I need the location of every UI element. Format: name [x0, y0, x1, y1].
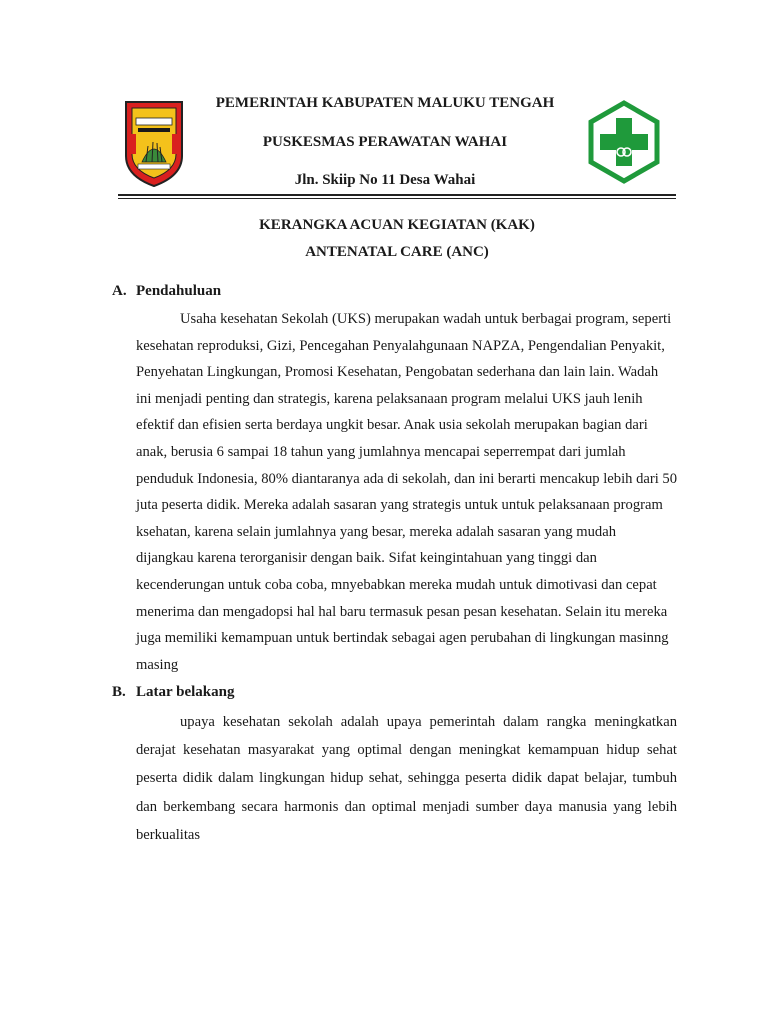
header-government-name: PEMERINTAH KABUPATEN MALUKU TENGAH	[215, 95, 555, 111]
paragraph-text: upaya kesehatan sekolah adalah upaya pemerintah dalam rangka meningkatkan derajat kesehatan masyarakat yang optimal dengan meningkat kemampuan hidup sehat peserta didik dalam lingkungan hidup sehat, sehingga peserta didik dapat belajar, tumbuh dan berkembang secara harmonis dan optimal menjadi sumber daya manusia yang lebih berkualitas	[136, 714, 677, 843]
section-body-pendahuluan	[136, 306, 677, 678]
header-puskesmas-name: PUSKESMAS PERAWATAN WAHAI	[262, 134, 508, 150]
header-divider-thick	[118, 194, 676, 196]
puskesmas-cross-icon	[588, 100, 660, 184]
section-heading-latar-belakang	[112, 684, 235, 701]
section-number: A.	[112, 283, 127, 299]
section-title: Latar belakang	[136, 684, 235, 700]
section-body-latar-belakang	[136, 708, 677, 849]
regency-emblem-icon	[122, 98, 186, 188]
paragraph-text: Usaha kesehatan Sekolah (UKS) merupakan wadah untuk berbagai program, seperti kesehatan reproduksi, Gizi, Pencegahan Penyalahgunaan NAPZA, Pengendalian Penyakit, Penyehatan Lingkungan, Promosi Kesehatan, Pengobatan sederhana dan lain lain. Wadah ini menjadi penting dan strategis, karena pelaksanaan program melalui UKS jauh lenih efektif dan efisien serta berdaya ungkit besar. Anak usia sekolah merupakan bagian dari anak, berusia 6 sampai 18 tahun yang jumlahnya mencapai seperrempat dari jumlah penduduk Indonesia, 80% diantaranya ada di sekolah, dan ini berarti mencakup lebih dari 50 juta peserta didik. Mereka adalah sasaran yang strategis untuk untuk pelaksanaan program ksehatan, karena selain jumlahnya yang besar, mereka adalah sasaran yang mudah dijangkau karena terorganisir dengan baik. Sifat keingintahuan yang tinggi dan kecenderungan untuk coba coba, mnyebabkan mereka mudah untuk dimotivasi dan cepat menerima dan mengadopsi hal hal baru termasuk pesan pesan kesehatan. Selain itu mereka juga memiliki kemampuan untuk bertindak sebagai agen perubahan di lingkungan masinng masing	[136, 311, 678, 673]
section-number: B.	[112, 684, 126, 700]
document-subtitle: ANTENATAL CARE (ANC)	[305, 244, 489, 260]
document-title: KERANGKA ACUAN KEGIATAN (KAK)	[259, 217, 535, 233]
section-heading-pendahuluan	[112, 283, 221, 300]
header-divider-thin	[118, 198, 676, 199]
section-title: Pendahuluan	[136, 283, 222, 299]
header-address: Jln. Skiip No 11 Desa Wahai	[294, 172, 476, 188]
